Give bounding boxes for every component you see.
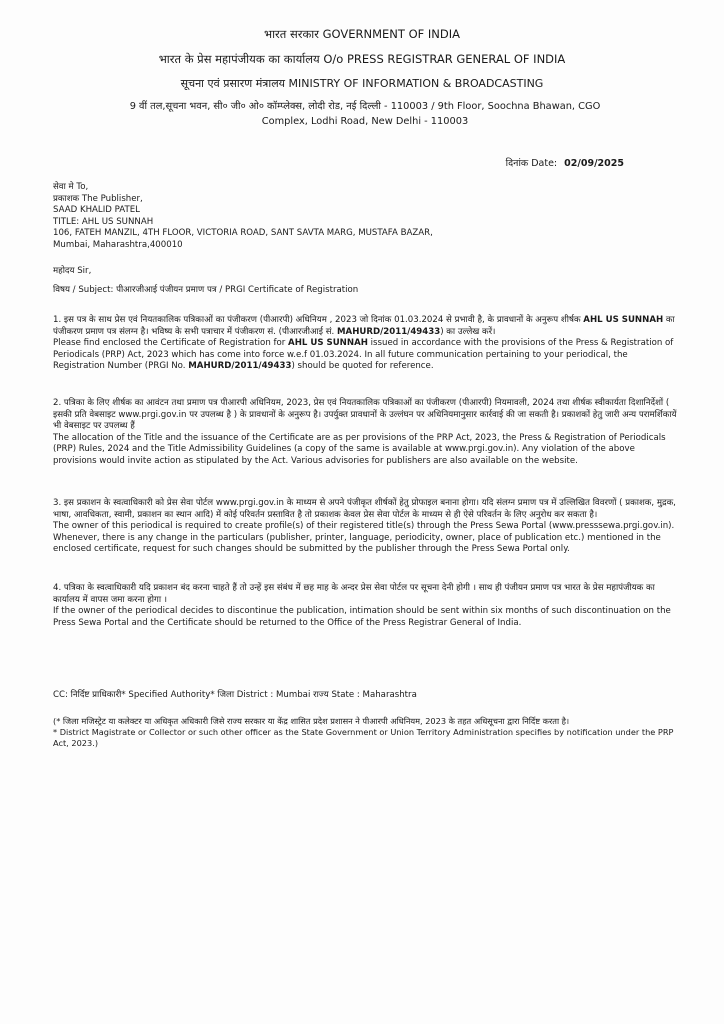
subject-line: विषय / Subject: पीआरजीआई पंजीयन प्रमाण पत्र / PRGI Certificate of Registration bbox=[53, 285, 359, 295]
paragraph-4-english: If the owner of the periodical decides to discontinue the publication, intimation should be sent within six months of such discontinuation on the Press Sewa Portal and the Certificate should be returned to the Office of the Press Registrar General of India. bbox=[53, 606, 671, 628]
paragraph-3 bbox=[53, 498, 681, 556]
paragraph-1-english: Please find enclosed the Certificate of Registration for AHL US SUNNAH issued in accordance with the provisions of the Press & Registration of Periodicals (PRP) Act, 2023 which has come into force w.e.f 01.03.2024. In all future communication pertaining to your periodical, the Registration Number (PRGI No. MAHURD/2011/49433) should be quoted for reference. bbox=[53, 338, 674, 372]
address-street: 106, FATEH MANZIL, 4TH FLOOR, VICTORIA ROAD, SANT SAVTA MARG, MUSTAFA BAZAR, bbox=[53, 228, 433, 239]
salutation: महोदय Sir, bbox=[53, 266, 92, 276]
recipient-address bbox=[53, 182, 681, 252]
cc-line: CC: निर्दिष्ट प्राधिकारी* Specified Authority* जिला District : Mumbai राज्य State : Maharashtra bbox=[53, 690, 417, 700]
footnote-english: * District Magistrate or Collector or such other officer as the State Government or Union Territory Administration specifies by notification under the PRP Act, 2023.) bbox=[53, 727, 674, 748]
paragraph-2-hindi: 2. पत्रिका के लिए शीर्षक का आवंटन तथा प्रमाण पत्र पीआरपी अधिनियम, 2023, प्रेस एवं नियतकालिक पत्रिकाओं का पंजीकरण (पीआरपी) नियमावली, 2024 तथा शीर्षक स्वीकार्यता दिशानिर्देशों ( इसकी प्रति वेबसाइट www.prgi.gov.in पर उपलब्ध है ) के प्रावधानों के अनुरूप है। उपर्युक्त प्रावधानों के उल्लंघन पर अधिनियमानुसार कार्रवाई की जा सकती है। प्रकाशकों हेतु जारी अन्य परामर्शिकायें भी वेबसाइट पर उपलब्ध हैं bbox=[53, 398, 677, 432]
letter-date bbox=[506, 156, 624, 169]
address-publisher: प्रकाशक The Publisher, bbox=[53, 193, 143, 204]
address-to: सेवा मे To, bbox=[53, 182, 89, 192]
header-government: भारत सरकार GOVERNMENT OF INDIA bbox=[263, 27, 460, 41]
date-value: 02/09/2025 bbox=[564, 158, 624, 169]
paragraph-3-english: The owner of this periodical is required to create profile(s) of their registered title(s) through the Press Sewa Portal (www.presssewa.prgi.gov.in). Whenever, there is any change in the particulars (publisher, printer, language, periodicity, owner, place of publication etc.) mentioned in the enclosed certificate, request for such changes should be submitted by the publisher through the Press Sewa Portal only. bbox=[53, 521, 675, 555]
footnote bbox=[53, 716, 681, 749]
header-office: भारत के प्रेस महापंजीयक का कार्यालय O/o PRESS REGISTRAR GENERAL OF INDIA bbox=[158, 52, 566, 66]
paragraph-3-hindi: 3. इस प्रकाशन के स्वत्वाधिकारी को प्रेस सेवा पोर्टल www.prgi.gov.in के माध्यम से अपने पंजीकृत शीर्षकों हेतु प्रोफाइल बनाना होगा। यदि संलग्न प्रमाण पत्र में उल्लिखित विवरणों ( प्रकाशक, मुद्रक, भाषा, आवधिकता, स्वामी, प्रकाशन का स्थान आदि) में कोई परिवर्तन प्रस्तावित है तो प्रकाशक केवल प्रेस सेवा पोर्टल के माध्यम से ही ऐसे परिवर्तन के लिए अनुरोध कर सकता है। bbox=[53, 498, 676, 520]
paragraph-2-english: The allocation of the Title and the issuance of the Certificate are as per provisions of the PRP Act, 2023, the Press & Registration of Periodicals (PRP) Rules, 2024 and the Title Admissibility Guidelines (a copy of the same is available at www.prgi.gov.in). Any violation of the above provisions would invite action as stipulated by the Act. Various advisories for publishers are also available on the website. bbox=[53, 432, 666, 466]
paragraph-4 bbox=[53, 583, 681, 629]
paragraph-2 bbox=[53, 398, 681, 468]
paragraph-4-hindi: 4. पत्रिका के स्वत्वाधिकारी यदि प्रकाशन बंद करना चाहते हैं तो उन्हें इस संबंध में छह माह के अन्दर प्रेस सेवा पोर्टल पर सूचना देनी होगी । साथ ही पंजीयन प्रमाण पत्र भारत के प्रेस महापंजीयक का कार्यालय में वापस जमा करना होगा । bbox=[53, 583, 655, 605]
paragraph-1 bbox=[53, 315, 681, 373]
address-name: SAAD KHALID PATEL bbox=[53, 205, 140, 216]
header-address: 9 वीं तल,सूचना भवन, सी० जी० ओ० कॉम्प्लेक्स, लोदी रोड, नई दिल्ली - 110003 / 9th Floor, Soochna Bhawan, CGO Complex, Lodhi Road, New Delhi - 110003 bbox=[129, 101, 601, 127]
address-title: TITLE: AHL US SUNNAH bbox=[53, 216, 154, 227]
footnote-hindi: (* जिला मजिस्ट्रेट या कलेक्टर या अधिकृत अधिकारी जिसे राज्य सरकार या केंद्र शासित प्रदेश प्रशासन ने पीआरपी अधिनियम, 2023 के तहत अधिसूचना द्वारा निर्दिष्ट करता है। bbox=[53, 716, 570, 726]
paragraph-1-hindi: 1. इस पत्र के साथ प्रेस एवं नियतकालिक पत्रिकाओं का पंजीकरण (पीआरपी) अधिनियम , 2023 जो दिनांक 01.03.2024 से प्रभावी है, के प्रावधानों के अनुरूप शीर्षक AHL US SUNNAH का पंजीकरण प्रमाण पत्र संलग्न है। भविष्य के सभी पत्राचार में पंजीकरण सं. (पीआरजीआई सं. MAHURD/2011/49433) का उल्लेख करें। bbox=[53, 315, 675, 337]
address-city: Mumbai, Maharashtra,400010 bbox=[53, 239, 183, 250]
header-ministry: सूचना एवं प्रसारण मंत्रालय MINISTRY OF INFORMATION & BROADCASTING bbox=[180, 77, 544, 90]
date-label: दिनांक Date: bbox=[505, 158, 558, 169]
